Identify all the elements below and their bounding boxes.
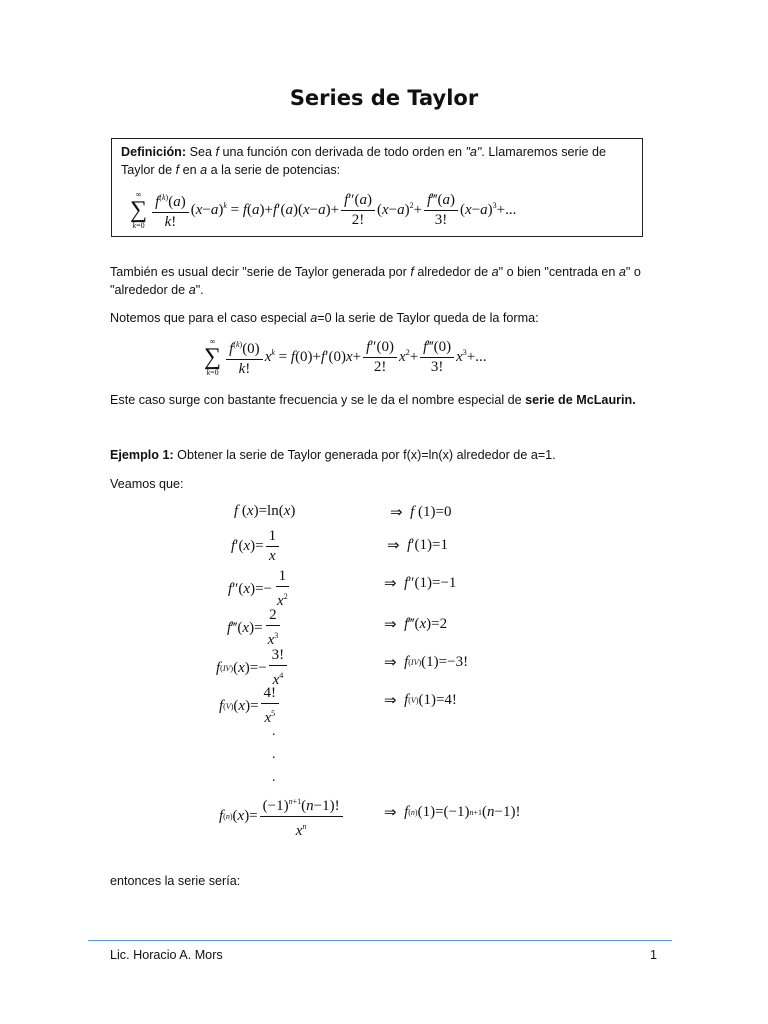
definition-text: Definición: Sea f una función con derivada de todo orden en "a". Llamaremos serie de Taylor de f en a a la serie de potencias: [121, 145, 606, 177]
derivative-row-n: f (n) ( x )= $\frac{(-1)^{n+1}(n-1)!}{x^n}$ [219, 793, 345, 840]
derivative-value-1: ⇒ f ′(1)=1 [387, 537, 448, 554]
paragraph-mclaurin: Este caso surge con bastante frecuencia y se le da el nombre especial de serie de McLaurin. [110, 393, 636, 407]
paragraph-centered: También es usual decir "serie de Taylor generada por f alrededor de a" o bien "centrada en a" o "alrededor de a". [110, 265, 641, 297]
mclaurin-series-formula: ∞ ∑ k=0 $\frac{f^{(k)}(0)}{k!}$ $x^k = f(0)+f'(0)x+$ $\frac{f''(0)}{2!}$ $x^2+$ $\frac{f‴(0)}{3!}$ $x^3+$... [204, 337, 487, 377]
paragraph-special-case: Notemos que para el caso especial a=0 la serie de Taylor queda de la forma: [110, 311, 539, 325]
definition-label: Definición: [121, 145, 187, 159]
derivative-row-5: f (V) ( x )= $\frac{4!}{x^5}$ [219, 685, 281, 727]
footer-divider [88, 940, 672, 941]
derivative-row-1: f ′( x )= $\frac{1}{x}$ [231, 528, 281, 565]
derivative-value-4: ⇒ f (IV) (1)=−3! [384, 654, 469, 671]
taylor-series-formula: ∞ ∑ k=0 $\frac{f^{(k)}(a)}{k!}$ $(x-a)^k = f(a)+f'(a)(x-a)+$ $\frac{f''(a)}{2!}$ $(x-a)^2+$ $\frac{f‴(a)}{3!}$ $(x-a)^3+$... [130, 190, 517, 230]
derivative-row-0: f ( x )=ln( x ) [234, 503, 296, 519]
derivative-value-0: ⇒ f (1)=0 [390, 504, 452, 521]
veamos-text: Veamos que: [110, 477, 184, 491]
derivative-value-5: ⇒ f (V) (1)=4! [384, 692, 457, 709]
ellipsis-dot: . [272, 724, 276, 739]
sum-symbol: ∞ ∑ k=0 [130, 190, 148, 230]
derivative-row-4: f (IV) ( x )=− $\frac{3!}{x^4}$ [216, 647, 289, 689]
entonces-text: entonces la serie sería: [110, 874, 241, 888]
page-number: 1 [650, 948, 658, 962]
definition-box [111, 138, 643, 237]
page-title: Series de Taylor [289, 86, 479, 110]
derivative-row-2: f ″( x )=− $\frac{1}{x^2}$ [228, 568, 288, 609]
derivative-value-3: ⇒ f ‴( x )=2 [384, 616, 448, 633]
derivative-value-n: ⇒ f (n) (1)=(−1) n+1 ( n −1)! [384, 804, 521, 821]
footer-author: Lic. Horacio A. Mors [110, 948, 223, 962]
derivative-value-2: ⇒ f ″(1)=−1 [384, 575, 457, 592]
ellipsis-dot: . [272, 770, 276, 785]
derivative-row-3: f ‴( x )= $\frac{2}{x^3}$ [227, 607, 279, 648]
ellipsis-dot: . [272, 747, 276, 762]
example-heading: Ejemplo 1: Obtener la serie de Taylor generada por f(x)=ln(x) alrededor de a=1. [110, 448, 556, 462]
